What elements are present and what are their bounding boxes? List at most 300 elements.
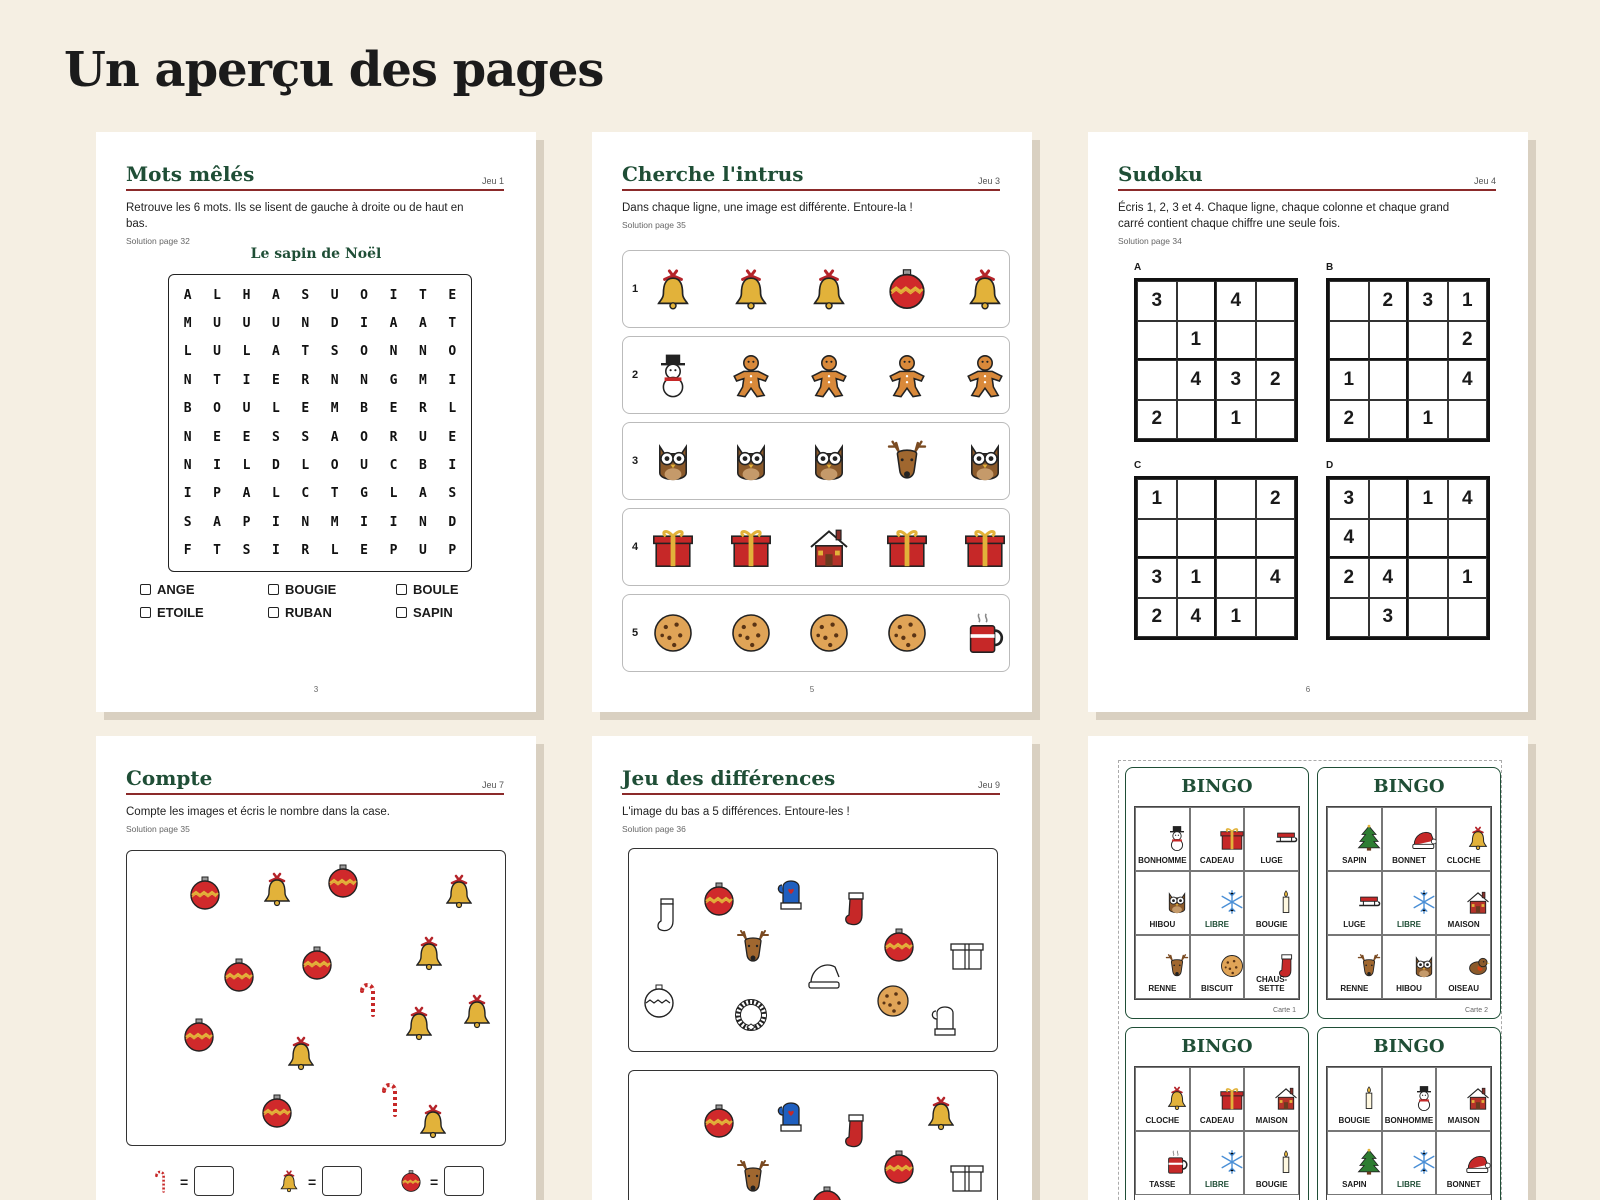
sudoku-cell: 2 <box>1329 558 1369 598</box>
preview-page-bingo[interactable] <box>1088 736 1528 1200</box>
sudoku-cell: 4 <box>1448 360 1488 400</box>
candle-icon <box>1341 1076 1369 1104</box>
bingo-cell-label: LUGE <box>1343 920 1366 929</box>
bingo-cell-label: RENNE <box>1340 984 1369 993</box>
bingo-cell[interactable] <box>1135 935 1190 999</box>
ornament-icon <box>699 1101 739 1141</box>
bingo-cell[interactable] <box>1190 871 1245 935</box>
bell-icon[interactable] <box>961 265 1009 313</box>
grid-letter: L <box>271 401 280 417</box>
intrus-row <box>622 594 1010 672</box>
word-item[interactable] <box>140 582 268 597</box>
bingo-cell-label: BONNET <box>1392 856 1426 865</box>
bingo-cell[interactable] <box>1244 935 1299 999</box>
candy-cane-icon <box>148 1168 174 1194</box>
sudoku-cell[interactable] <box>1256 519 1296 559</box>
sudoku-label: B <box>1326 262 1334 273</box>
word-item[interactable] <box>268 582 396 597</box>
bingo-cell[interactable] <box>1135 1067 1190 1131</box>
game-number: Jeu 9 <box>977 780 1000 790</box>
gift-icon[interactable] <box>883 523 931 571</box>
bell-icon <box>1450 816 1478 844</box>
cookie-icon[interactable] <box>883 609 931 657</box>
bingo-cell[interactable] <box>1244 1067 1299 1131</box>
grid-letter: G <box>360 486 368 502</box>
bingo-cell[interactable] <box>1190 1131 1245 1195</box>
grid-letter: A <box>242 486 251 502</box>
equals-sign: = <box>180 1174 189 1190</box>
sudoku-cell: 3 <box>1408 281 1448 321</box>
bingo-cell[interactable] <box>1382 871 1437 935</box>
preview-page-intrus[interactable] <box>592 132 1032 712</box>
bell-icon <box>457 991 497 1031</box>
gift-icon <box>1204 1076 1232 1104</box>
grid-letter: N <box>389 344 398 360</box>
row-number: 1 <box>632 283 639 295</box>
bell-icon[interactable] <box>649 265 697 313</box>
preview-page-compte[interactable] <box>96 736 536 1200</box>
checkbox[interactable] <box>396 607 407 618</box>
sudoku-cell: 4 <box>1177 598 1217 638</box>
difference-picture-top <box>628 848 998 1052</box>
grid-letter: A <box>183 287 192 303</box>
bingo-cell[interactable] <box>1327 807 1382 871</box>
grid-letter: U <box>330 287 339 303</box>
checkbox[interactable] <box>140 607 151 618</box>
grid-letter: S <box>271 429 280 445</box>
grid-letter: C <box>389 458 398 474</box>
answer-box[interactable] <box>194 1166 234 1196</box>
sudoku-cell[interactable] <box>1137 360 1177 400</box>
bell-icon <box>409 933 449 973</box>
word-item[interactable] <box>140 605 268 620</box>
grid-letter: O <box>360 344 368 360</box>
sudoku-cell[interactable] <box>1177 400 1217 440</box>
bingo-cell[interactable] <box>1327 1067 1382 1131</box>
grid-letter: N <box>301 514 310 530</box>
bingo-title: BINGO <box>1373 776 1445 797</box>
grid-letter: N <box>183 372 192 388</box>
tree-icon <box>1341 1140 1369 1168</box>
word-item[interactable] <box>268 605 396 620</box>
row-number: 3 <box>632 455 639 467</box>
sudoku-cell: 1 <box>1448 281 1488 321</box>
checkbox[interactable] <box>268 607 279 618</box>
bingo-cell[interactable] <box>1382 1131 1437 1195</box>
bingo-cell[interactable] <box>1327 935 1382 999</box>
difference-picture-bottom <box>628 1070 998 1200</box>
sudoku-cell[interactable] <box>1329 598 1369 638</box>
cookie-icon <box>873 981 913 1021</box>
bingo-cell[interactable] <box>1327 871 1382 935</box>
instruction: Compte les images et écris le nombre dans la case. Solution page 35 <box>126 804 486 837</box>
bingo-sheet <box>1118 760 1502 1200</box>
grid-letter: P <box>213 486 221 502</box>
grid-letter: N <box>301 316 310 332</box>
page-number: 3 <box>313 685 319 694</box>
checkbox[interactable] <box>268 584 279 595</box>
bingo-cell[interactable] <box>1436 935 1491 999</box>
sudoku-cell[interactable] <box>1408 519 1448 559</box>
sudoku-cell[interactable] <box>1408 360 1448 400</box>
bingo-cell[interactable] <box>1382 935 1437 999</box>
owl-icon <box>1396 944 1424 972</box>
grid-letter: L <box>271 486 280 502</box>
sudoku-cell[interactable] <box>1369 400 1409 440</box>
sudoku-cell: 2 <box>1448 321 1488 361</box>
sudoku-cell[interactable] <box>1408 558 1448 598</box>
bingo-cell[interactable] <box>1436 1067 1491 1131</box>
bingo-cell-label: HIBOU <box>1396 984 1422 993</box>
bingo-title: BINGO <box>1181 1036 1253 1057</box>
ornament-icon <box>398 1168 424 1194</box>
bingo-cell[interactable] <box>1190 807 1245 871</box>
grid-letter: T <box>418 287 427 303</box>
sudoku-cell[interactable] <box>1408 321 1448 361</box>
grid-letter: B <box>183 401 192 417</box>
grid-letter: O <box>213 401 221 417</box>
bingo-cell-label: CLOCHE <box>1446 856 1481 865</box>
bingo-cell-label: CHAUS- SETTE <box>1256 975 1288 993</box>
bingo-cell-label: RENNE <box>1148 984 1177 993</box>
bell-icon <box>439 871 479 911</box>
gingerbread-icon[interactable] <box>805 351 853 399</box>
wreath-icon <box>731 995 771 1035</box>
sudoku-cell[interactable] <box>1256 321 1296 361</box>
ornament-icon <box>807 1183 847 1200</box>
grid-letter: U <box>360 458 368 474</box>
grid-letter: O <box>360 287 368 303</box>
cookie-icon <box>1204 944 1232 972</box>
word-label: ETOILE <box>157 605 204 620</box>
grid-letter: A <box>330 429 339 445</box>
bingo-cell[interactable] <box>1436 871 1491 935</box>
grid-letter: I <box>360 316 368 332</box>
instruction: Écris 1, 2, 3 et 4. Chaque ligne, chaque colonne et chaque grand carré contient chaque chiffre une seule fois. Solution page 34 <box>1118 200 1478 249</box>
grid-letter: E <box>389 401 398 417</box>
sudoku-cell[interactable] <box>1369 321 1409 361</box>
bingo-cell[interactable] <box>1135 1131 1190 1195</box>
title-rule <box>126 189 504 191</box>
grid-letter: H <box>242 287 251 303</box>
sudoku-cell: 1 <box>1177 321 1217 361</box>
bingo-card <box>1125 1027 1309 1200</box>
snowman-icon <box>1396 1076 1424 1104</box>
sudoku-cell: 1 <box>1216 400 1256 440</box>
ornament-icon[interactable] <box>883 265 931 313</box>
snowflake-icon <box>1204 1140 1232 1168</box>
bingo-grid <box>1134 806 1300 1000</box>
bingo-cell[interactable] <box>1244 1131 1299 1195</box>
grid-letter: P <box>242 514 251 530</box>
bingo-cell[interactable] <box>1327 1131 1382 1195</box>
sudoku-cell[interactable] <box>1369 479 1409 519</box>
owl-icon[interactable] <box>805 437 853 485</box>
grid-letter: A <box>418 486 427 502</box>
sudoku-cell[interactable] <box>1177 519 1217 559</box>
sudoku-cell: 4 <box>1448 479 1488 519</box>
bingo-cell-label: BISCUIT <box>1200 984 1233 993</box>
grid-letter: L <box>183 344 192 360</box>
mitten-icon <box>771 873 811 913</box>
solution-ref: Solution page 36 <box>622 824 686 834</box>
grid-letter: T <box>330 486 339 502</box>
grid-letter: U <box>242 401 251 417</box>
grid-letter: U <box>418 543 427 559</box>
preview-page-sudoku[interactable] <box>1088 132 1528 712</box>
sudoku-cell[interactable] <box>1256 281 1296 321</box>
sudoku-cell: 1 <box>1329 360 1369 400</box>
bingo-cell[interactable] <box>1190 935 1245 999</box>
house-icon <box>1450 1076 1478 1104</box>
bingo-cell[interactable] <box>1382 807 1437 871</box>
bingo-cell[interactable] <box>1135 807 1190 871</box>
sudoku-grid <box>1326 476 1490 640</box>
grid-letter: L <box>213 287 221 303</box>
sudoku-cell[interactable] <box>1256 400 1296 440</box>
word-search-grid <box>168 274 472 572</box>
grid-letter: O <box>330 458 339 474</box>
page-title: Compte <box>126 766 213 790</box>
grid-letter: I <box>242 372 251 388</box>
sudoku-cell: 1 <box>1408 400 1448 440</box>
ornament-icon <box>879 1147 919 1187</box>
answer-box[interactable] <box>444 1166 484 1196</box>
ornament-icon <box>179 1015 219 1055</box>
title-rule <box>622 793 1000 795</box>
equals-sign: = <box>308 1174 317 1190</box>
grid-letter: U <box>242 316 251 332</box>
owl-icon <box>1149 880 1177 908</box>
bingo-cell-label: CADEAU <box>1199 1116 1235 1125</box>
reindeer-icon[interactable] <box>883 437 931 485</box>
word-item[interactable] <box>396 605 516 620</box>
instruction: Retrouve les 6 mots. Ils se lisent de gauche à droite ou de haut en bas. Solution page 32 <box>126 200 486 249</box>
house-icon <box>1450 880 1478 908</box>
bingo-cell-label: LIBRE <box>1396 1180 1421 1189</box>
intrus-row <box>622 250 1010 328</box>
grid-letter: A <box>389 316 398 332</box>
mug-icon[interactable] <box>961 609 1009 657</box>
instruction: Dans chaque ligne, une image est différente. Entoure-la ! Solution page 35 <box>622 200 982 233</box>
sudoku-cell[interactable] <box>1448 598 1488 638</box>
grid-letter: E <box>448 287 457 303</box>
grid-letter: G <box>389 372 398 388</box>
sudoku-cell[interactable] <box>1369 519 1409 559</box>
sudoku-cell: 2 <box>1256 360 1296 400</box>
sudoku-cell: 2 <box>1369 281 1409 321</box>
bingo-cell-label: BOUGIE <box>1338 1116 1371 1125</box>
snowman-icon[interactable] <box>649 351 697 399</box>
sudoku-cell[interactable] <box>1329 281 1369 321</box>
sudoku-cell: 4 <box>1177 360 1217 400</box>
sudoku-cell: 4 <box>1329 519 1369 559</box>
grid-letter: I <box>271 543 280 559</box>
bell-icon[interactable] <box>727 265 775 313</box>
grid-letter: F <box>183 543 192 559</box>
ornament-icon <box>879 925 919 965</box>
sudoku-cell[interactable] <box>1448 519 1488 559</box>
sudoku-cell: 3 <box>1216 360 1256 400</box>
word-label: RUBAN <box>285 605 332 620</box>
preview-page-differences[interactable] <box>592 736 1032 1200</box>
grid-letter: U <box>213 316 221 332</box>
sudoku-cell: 3 <box>1369 598 1409 638</box>
bingo-cell-label: BONHOMME <box>1384 1116 1434 1125</box>
bingo-cell[interactable] <box>1135 871 1190 935</box>
stocking-icon <box>835 889 875 929</box>
reindeer-icon <box>1341 944 1369 972</box>
gingerbread-icon[interactable] <box>961 351 1009 399</box>
grid-letter: M <box>183 316 192 332</box>
grid-letter: D <box>448 514 457 530</box>
word-item[interactable] <box>396 582 516 597</box>
sudoku-cell[interactable] <box>1216 479 1256 519</box>
word-search-subtitle: Le sapin de Noël <box>250 246 382 262</box>
owl-icon[interactable] <box>961 437 1009 485</box>
grid-letter: R <box>418 401 427 417</box>
sudoku-grid <box>1134 476 1298 640</box>
grid-letter: R <box>301 372 310 388</box>
bingo-cell[interactable] <box>1244 871 1299 935</box>
sudoku-cell[interactable] <box>1137 321 1177 361</box>
ornament-icon <box>219 955 259 995</box>
sudoku-cell[interactable] <box>1408 598 1448 638</box>
grid-letter: N <box>418 344 427 360</box>
bingo-cell-label: MAISON <box>1447 1116 1480 1125</box>
grid-letter: E <box>271 372 280 388</box>
bingo-cell-label: BONNET <box>1446 1180 1481 1189</box>
sudoku-cell: 3 <box>1137 281 1177 321</box>
bingo-cell-label: BOUGIE <box>1255 1180 1288 1189</box>
gift-icon[interactable] <box>961 523 1009 571</box>
bingo-cell-label: LIBRE <box>1396 920 1421 929</box>
cookie-icon[interactable] <box>649 609 697 657</box>
answer-box[interactable] <box>322 1166 362 1196</box>
grid-letter: L <box>301 458 310 474</box>
bingo-cell[interactable] <box>1382 1067 1437 1131</box>
gingerbread-icon[interactable] <box>883 351 931 399</box>
grid-letter: B <box>418 458 427 474</box>
bingo-card <box>1317 767 1501 1019</box>
checkbox[interactable] <box>140 584 151 595</box>
gift-icon[interactable] <box>727 523 775 571</box>
gingerbread-icon[interactable] <box>727 351 775 399</box>
mitten-outline-icon <box>925 999 965 1039</box>
sudoku-cell[interactable] <box>1329 321 1369 361</box>
page-number: 5 <box>809 685 815 694</box>
grid-letter: L <box>242 458 251 474</box>
grid-letter: I <box>360 514 368 530</box>
grid-letter: M <box>330 514 339 530</box>
candy-cane-icon <box>371 1079 411 1119</box>
grid-letter: U <box>213 344 221 360</box>
sudoku-cell[interactable] <box>1177 281 1217 321</box>
bingo-cell[interactable] <box>1244 807 1299 871</box>
house-icon <box>1258 1076 1286 1104</box>
sudoku-cell: 3 <box>1137 558 1177 598</box>
bingo-cell[interactable] <box>1436 1131 1491 1195</box>
grid-letter: I <box>183 486 192 502</box>
grid-letter: N <box>418 514 427 530</box>
card-number: Carte 1 <box>1273 1007 1296 1014</box>
word-label: BOUGIE <box>285 582 337 597</box>
owl-icon[interactable] <box>727 437 775 485</box>
ornament-icon <box>323 861 363 901</box>
grid-letter: I <box>389 514 398 530</box>
sudoku-cell[interactable] <box>1216 321 1256 361</box>
solution-ref: Solution page 35 <box>622 220 686 230</box>
sled-icon <box>1341 880 1369 908</box>
sudoku-cell[interactable] <box>1448 400 1488 440</box>
word-label: BOULE <box>413 582 459 597</box>
grid-letter: M <box>330 401 339 417</box>
word-label: ANGE <box>157 582 195 597</box>
snowflake-icon <box>1204 880 1232 908</box>
checkbox[interactable] <box>396 584 407 595</box>
sudoku-cell: 1 <box>1216 598 1256 638</box>
bell-icon <box>1149 1076 1177 1104</box>
grid-letter: E <box>213 429 221 445</box>
grid-letter: E <box>242 429 251 445</box>
card-number: Carte 2 <box>1465 1007 1488 1014</box>
owl-icon[interactable] <box>649 437 697 485</box>
bingo-cell-label: LUGE <box>1260 856 1283 865</box>
bell-icon[interactable] <box>805 265 853 313</box>
tree-icon <box>1341 816 1369 844</box>
grid-letter: I <box>448 458 457 474</box>
stocking-icon <box>835 1111 875 1151</box>
bingo-cell[interactable] <box>1190 1067 1245 1131</box>
title-rule <box>622 189 1000 191</box>
bingo-cell-label: CADEAU <box>1199 856 1235 865</box>
snowman-icon <box>1149 816 1177 844</box>
grid-letter: E <box>301 401 310 417</box>
gift-icon[interactable] <box>649 523 697 571</box>
grid-letter: I <box>389 287 398 303</box>
bingo-cell[interactable] <box>1436 807 1491 871</box>
cookie-icon[interactable] <box>727 609 775 657</box>
grid-letter: B <box>360 401 368 417</box>
grid-letter: A <box>271 344 280 360</box>
house-icon[interactable] <box>805 523 853 571</box>
game-number: Jeu 3 <box>977 176 1000 186</box>
grid-letter: T <box>213 543 221 559</box>
sudoku-cell[interactable] <box>1256 598 1296 638</box>
sudoku-cell: 1 <box>1408 479 1448 519</box>
sudoku-cell[interactable] <box>1137 519 1177 559</box>
ornament-icon <box>699 879 739 919</box>
sudoku-cell[interactable] <box>1216 558 1256 598</box>
cookie-icon[interactable] <box>805 609 853 657</box>
page-title: Jeu des différences <box>622 766 836 790</box>
sudoku-cell[interactable] <box>1369 360 1409 400</box>
preview-page-mots-meles[interactable] <box>96 132 536 712</box>
grid-letter: D <box>271 458 280 474</box>
sudoku-cell: 2 <box>1137 598 1177 638</box>
sudoku-cell[interactable] <box>1216 519 1256 559</box>
grid-letter: O <box>448 344 457 360</box>
sudoku-cell[interactable] <box>1177 479 1217 519</box>
solution-ref: Solution page 34 <box>1118 236 1182 246</box>
intrus-row <box>622 508 1010 586</box>
sudoku-label: D <box>1326 460 1334 471</box>
hat-icon <box>1450 1140 1478 1168</box>
bingo-cell-label: OISEAU <box>1448 984 1479 993</box>
word-list <box>140 582 520 620</box>
sudoku-cell: 3 <box>1329 479 1369 519</box>
bingo-title: BINGO <box>1373 1036 1445 1057</box>
